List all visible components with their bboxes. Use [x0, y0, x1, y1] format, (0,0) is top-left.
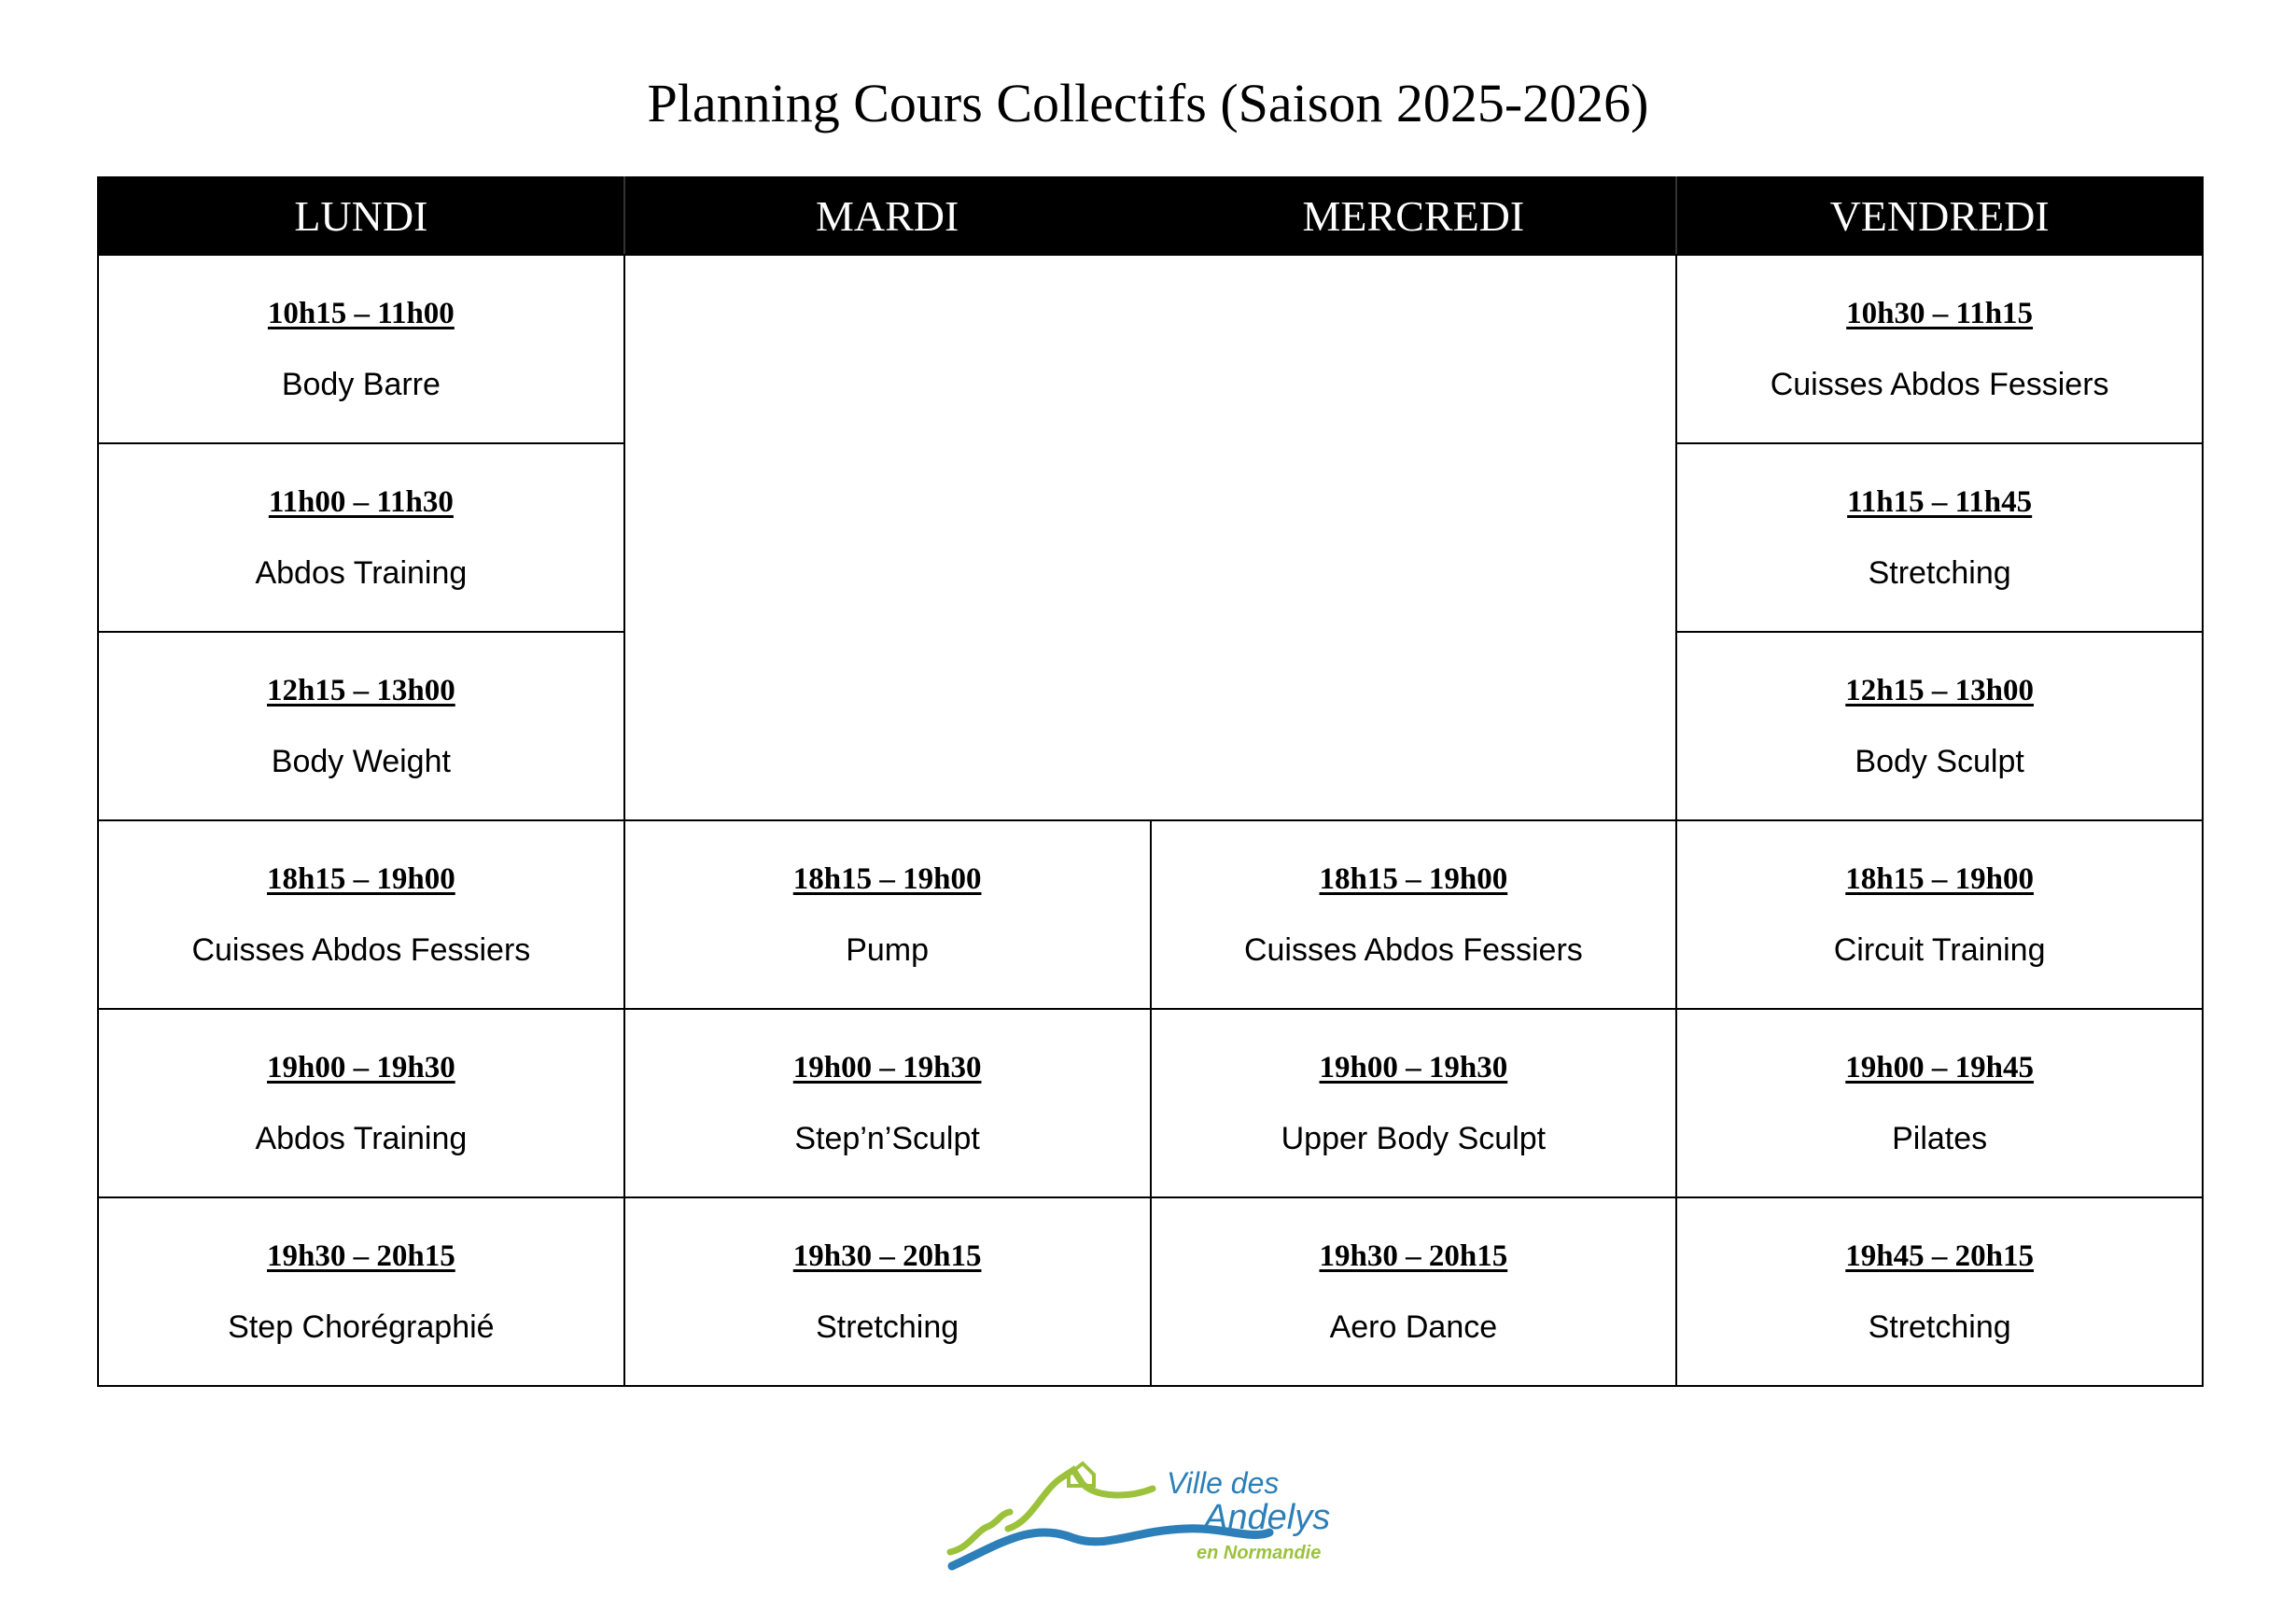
table-row	[98, 1009, 2203, 1197]
slot-class: Cuisses Abdos Fessiers	[1243, 932, 1583, 968]
slot-cell	[98, 820, 624, 1009]
slot-cell	[98, 255, 624, 443]
slot-cell	[1151, 1197, 1677, 1386]
slot-time: 10h30 – 11h15	[1846, 297, 2034, 330]
logo-text-ville: Ville des	[1167, 1466, 1280, 1500]
slot-time: 10h15 – 11h00	[267, 297, 455, 330]
slot-cell	[98, 1197, 624, 1386]
slot-class: Upper Body Sculpt	[1281, 1121, 1547, 1156]
slot-time: 12h15 – 13h00	[1845, 674, 2034, 707]
slot-time: 19h00 – 19h30	[792, 1051, 982, 1084]
schedule-table	[97, 176, 2204, 1387]
slot-time: 18h15 – 19h00	[1845, 862, 2034, 896]
slot-class: Aero Dance	[1329, 1309, 1498, 1345]
slot-cell	[1676, 1197, 2203, 1386]
slot-class: Step Chorégraphié	[228, 1309, 495, 1345]
slot-class: Circuit Training	[1833, 932, 2046, 968]
logo-text-normandie: en Normandie	[1197, 1543, 1322, 1563]
slot-class: Body Sculpt	[1855, 744, 2024, 779]
slot-class: Abdos Training	[255, 1121, 468, 1156]
day-header-mercredi: MERCREDI	[1151, 177, 1677, 255]
empty-block	[624, 255, 1677, 820]
slot-cell	[1676, 443, 2203, 632]
slot-class: Pump	[846, 932, 930, 968]
slot-class: Cuisses Abdos Fessiers	[191, 932, 531, 968]
slot-cell	[624, 1197, 1151, 1386]
slot-time: 12h15 – 13h00	[267, 674, 455, 707]
slot-class: Stretching	[1868, 1309, 2011, 1345]
slot-time: 19h30 – 20h15	[792, 1239, 982, 1273]
slot-time: 18h15 – 19h00	[1319, 862, 1508, 896]
slot-class: Cuisses Abdos Fessiers	[1770, 367, 2109, 402]
slot-class: Step’n’Sculpt	[794, 1121, 980, 1156]
page-title: Planning Cours Collectifs (Saison 2025-2026)	[647, 73, 1649, 133]
table-row	[98, 1197, 2203, 1386]
slot-time: 19h00 – 19h45	[1845, 1051, 2034, 1084]
ville-des-andelys-logo	[943, 1456, 1363, 1577]
slot-time: 18h15 – 19h00	[792, 862, 982, 896]
table-row	[98, 255, 2203, 443]
slot-time: 11h15 – 11h45	[1847, 485, 2033, 519]
slot-time: 19h00 – 19h30	[1319, 1051, 1508, 1084]
slot-class: Abdos Training	[255, 555, 468, 591]
slot-time: 19h45 – 20h15	[1845, 1239, 2034, 1273]
slot-cell	[98, 443, 624, 632]
slot-cell	[1151, 820, 1677, 1009]
slot-cell	[1676, 820, 2203, 1009]
slot-cell	[98, 1009, 624, 1197]
table-row	[98, 820, 2203, 1009]
logo-text-andelys: Andelys	[1204, 1498, 1331, 1537]
slot-class: Stretching	[816, 1309, 959, 1345]
slot-time: 18h15 – 19h00	[267, 862, 455, 896]
slot-time: 19h30 – 20h15	[1319, 1239, 1508, 1273]
slot-class: Body Weight	[271, 744, 451, 779]
slot-cell	[624, 820, 1151, 1009]
slot-class: Stretching	[1868, 555, 2011, 591]
slot-cell	[98, 632, 624, 820]
day-header-lundi: LUNDI	[98, 177, 624, 255]
slot-time: 11h00 – 11h30	[268, 485, 454, 519]
day-header-mardi: MARDI	[624, 177, 1151, 255]
slot-cell	[1676, 1009, 2203, 1197]
slot-class: Pilates	[1892, 1121, 1988, 1156]
slot-cell	[1151, 1009, 1677, 1197]
slot-time: 19h00 – 19h30	[267, 1051, 455, 1084]
slot-class: Body Barre	[281, 367, 441, 402]
slot-cell	[1676, 255, 2203, 443]
slot-time: 19h30 – 20h15	[267, 1239, 455, 1273]
slot-cell	[1676, 632, 2203, 820]
day-header-vendredi: VENDREDI	[1676, 177, 2203, 255]
slot-cell	[624, 1009, 1151, 1197]
day-header-row	[98, 177, 2203, 255]
